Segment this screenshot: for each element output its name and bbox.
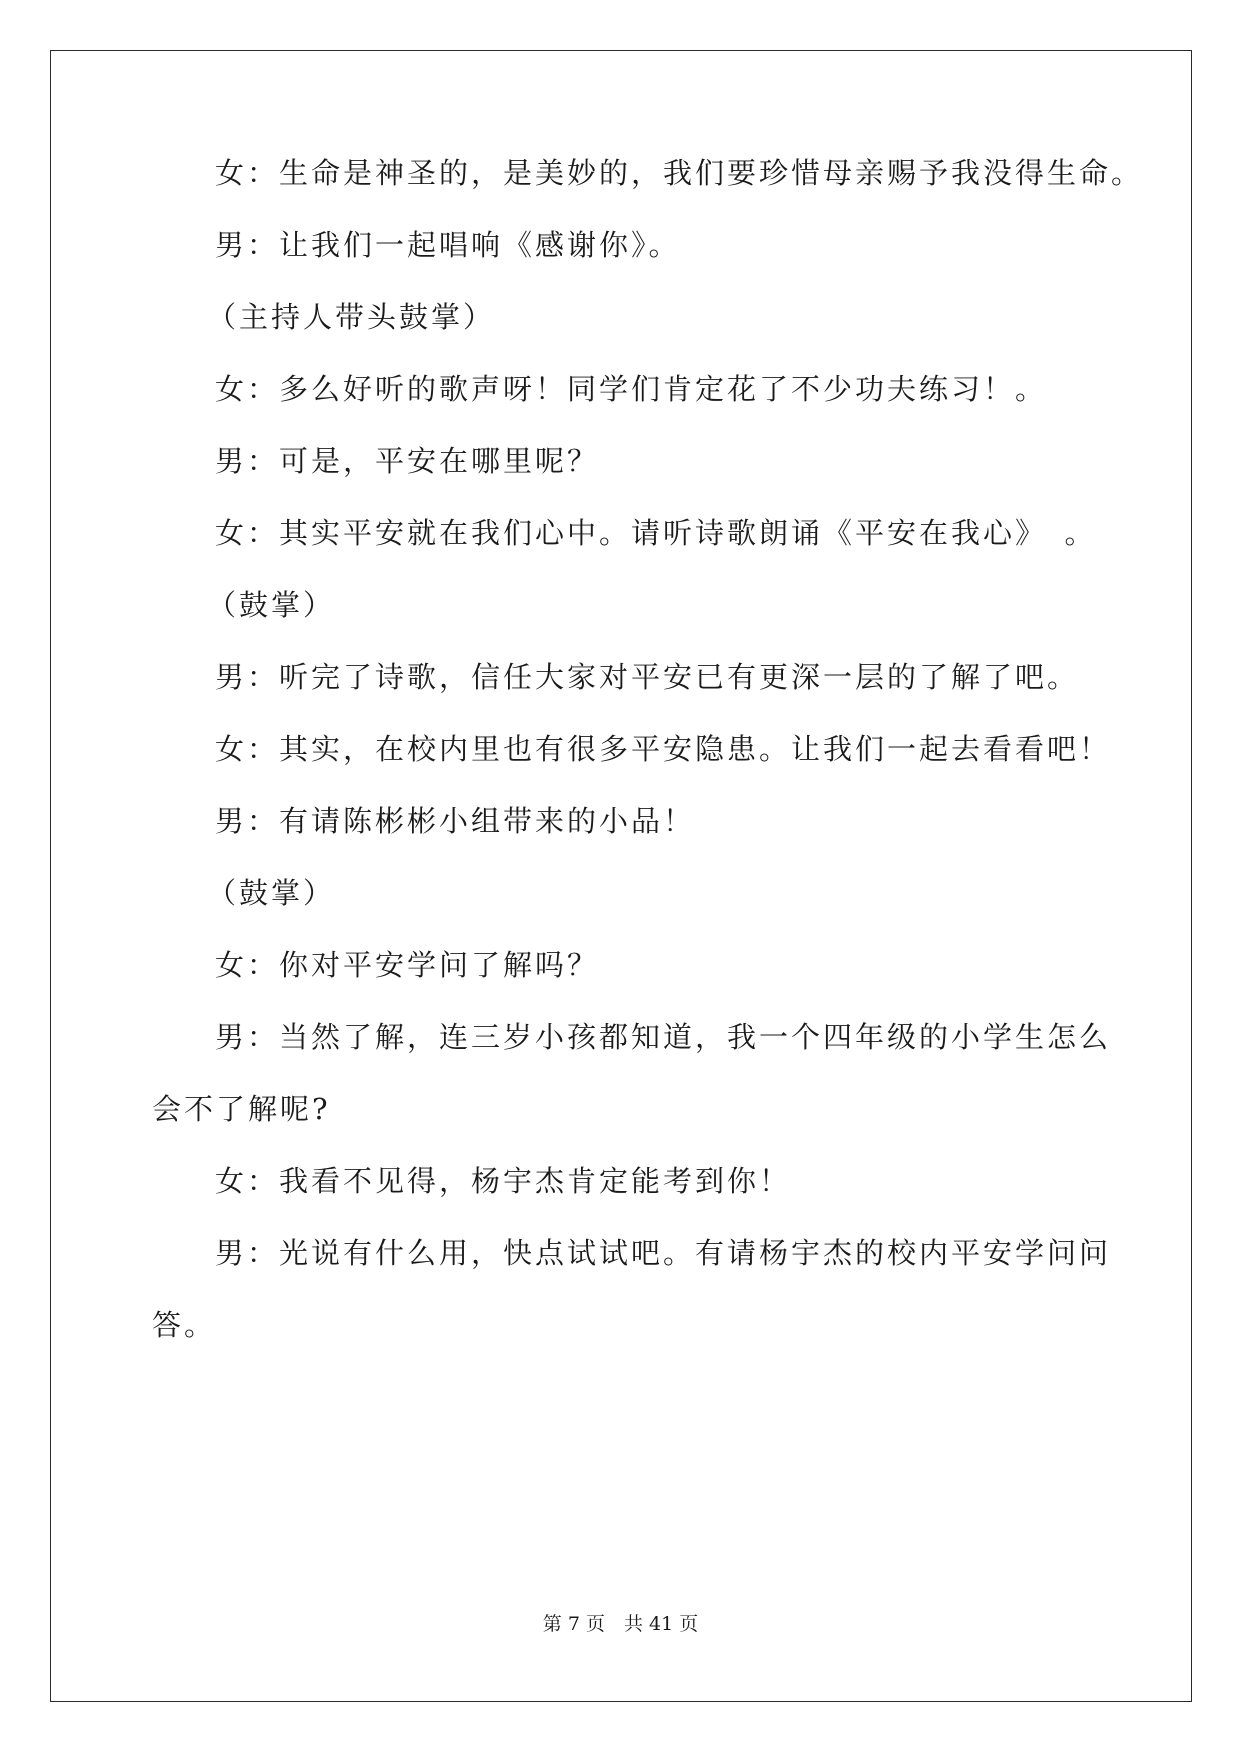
text-line-12: 女：你对平安学问了解吗？ [215, 948, 600, 982]
text-line-16: 男：光说有什么用，快点试试吧。有请杨宇杰的校内平安学问问 [215, 1236, 1112, 1270]
page-footer [0, 1612, 1241, 1636]
text-line-10: 男：有请陈彬彬小组带来的小品！ [215, 804, 696, 838]
text-line-14: 会不了解呢? [152, 1092, 331, 1126]
text-line-17: 答。 [152, 1308, 217, 1342]
text-line-1: 女：生命是神圣的，是美妙的，我们要珍惜母亲赐予我没得生命。 [215, 156, 1144, 190]
text-line-9: 女：其实，在校内里也有很多平安隐患。让我们一起去看看吧！ [215, 732, 1112, 766]
text-line-11: （鼓掌） [207, 876, 336, 910]
text-line-3: （主持人带头鼓掌） [207, 300, 496, 334]
text-line-15: 女：我看不见得，杨宇杰肯定能考到你！ [215, 1164, 792, 1198]
text-line-5: 男：可是，平安在哪里呢？ [215, 444, 600, 478]
text-line-6: 女：其实平安就在我们心中。请听诗歌朗诵《平安在我心》 。 [215, 516, 1097, 550]
text-line-2: 男：让我们一起唱响《感谢你》。 [215, 228, 681, 262]
text-line-7: （鼓掌） [207, 588, 336, 622]
text-line-8: 男：听完了诗歌，信任大家对平安已有更深一层的了解了吧。 [215, 660, 1080, 694]
text-line-4: 女：多么好听的歌声呀！同学们肯定花了不少功夫练习！。 [215, 372, 1048, 406]
page-number: 第 7 页 共 41 页 [542, 1613, 699, 1635]
text-line-13: 男：当然了解，连三岁小孩都知道，我一个四年级的小学生怎么 [215, 1020, 1112, 1054]
